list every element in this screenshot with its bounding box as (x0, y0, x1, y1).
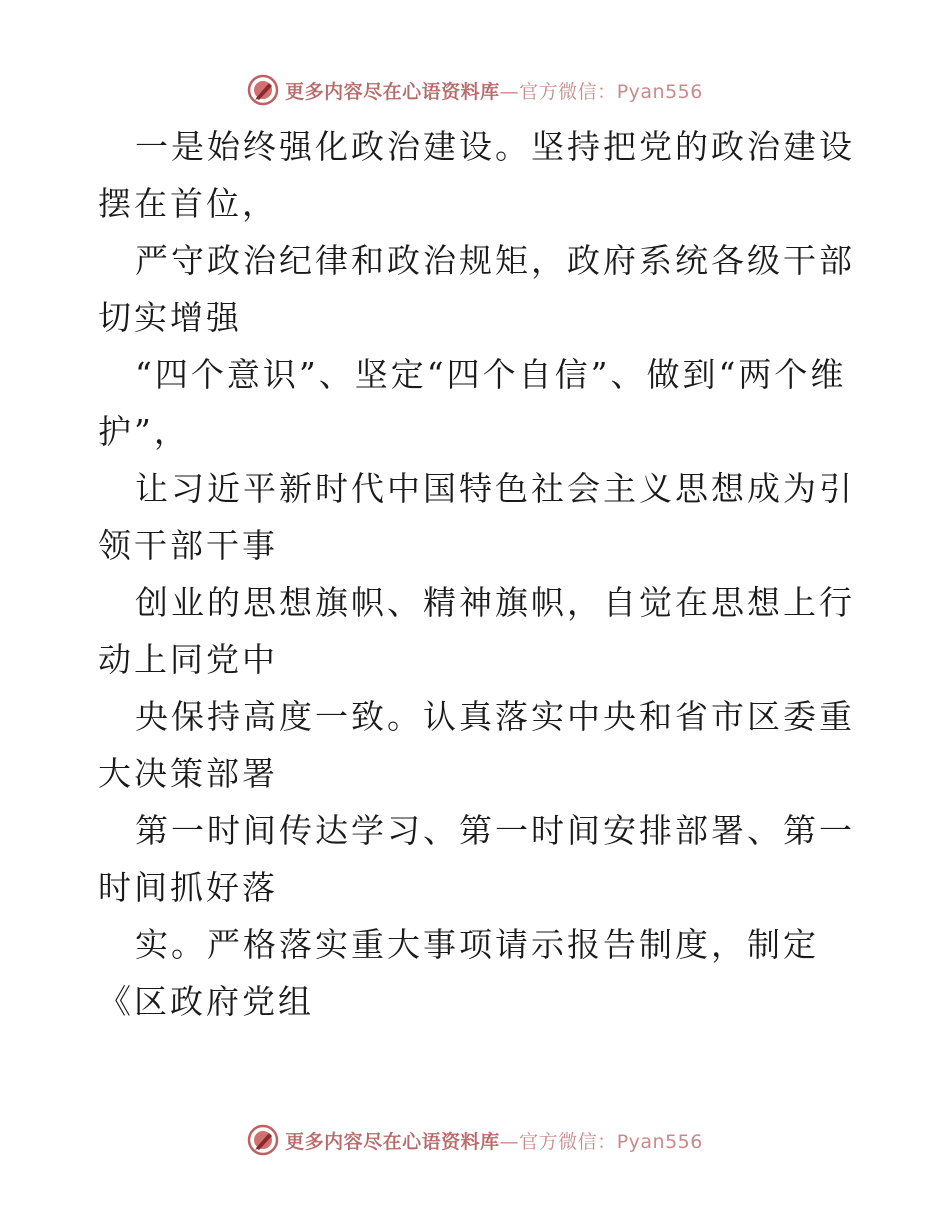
paragraph: 第一时间传达学习、第一时间安排部署、第一时间抓好落 (98, 811, 855, 907)
watermark-wechat-id: Pyan556 (616, 1130, 703, 1153)
watermark-wechat-label: 官方微信： (519, 80, 617, 103)
paragraph: 央保持高度一致。认真落实中央和省市区委重大决策部署 (98, 697, 855, 793)
watermark-text (285, 1127, 703, 1154)
watermark-wechat-id: Pyan556 (616, 80, 703, 103)
watermark-separator: — (499, 1130, 520, 1153)
watermark-wechat-label: 官方微信： (519, 1130, 617, 1153)
watermark-text (285, 77, 703, 104)
pen-nib-seal-icon (247, 74, 279, 106)
watermark-site: 更多内容尽在心语资料库 (285, 80, 500, 103)
document-body (98, 118, 858, 1030)
paragraph: 让习近平新时代中国特色社会主义思想成为引领干部干事 (98, 469, 855, 565)
watermark-separator: — (499, 80, 520, 103)
paragraph: 实。严格落实重大事项请示报告制度，制定《区政府党组 (98, 925, 819, 1021)
header-watermark (0, 70, 950, 110)
paragraph: 严守政治纪律和政治规矩，政府系统各级干部切实增强 (98, 241, 855, 337)
paragraph: “四个意识”、坚定“四个自信”、做到“两个维护”， (98, 355, 847, 451)
paragraph: 一是始终强化政治建设。坚持把党的政治建设摆在首位， (98, 127, 855, 223)
pen-nib-seal-icon (247, 1124, 279, 1156)
paragraph: 创业的思想旗帜、精神旗帜，自觉在思想上行动上同党中 (98, 583, 855, 679)
watermark-site: 更多内容尽在心语资料库 (285, 1130, 500, 1153)
footer-watermark (0, 1120, 950, 1160)
